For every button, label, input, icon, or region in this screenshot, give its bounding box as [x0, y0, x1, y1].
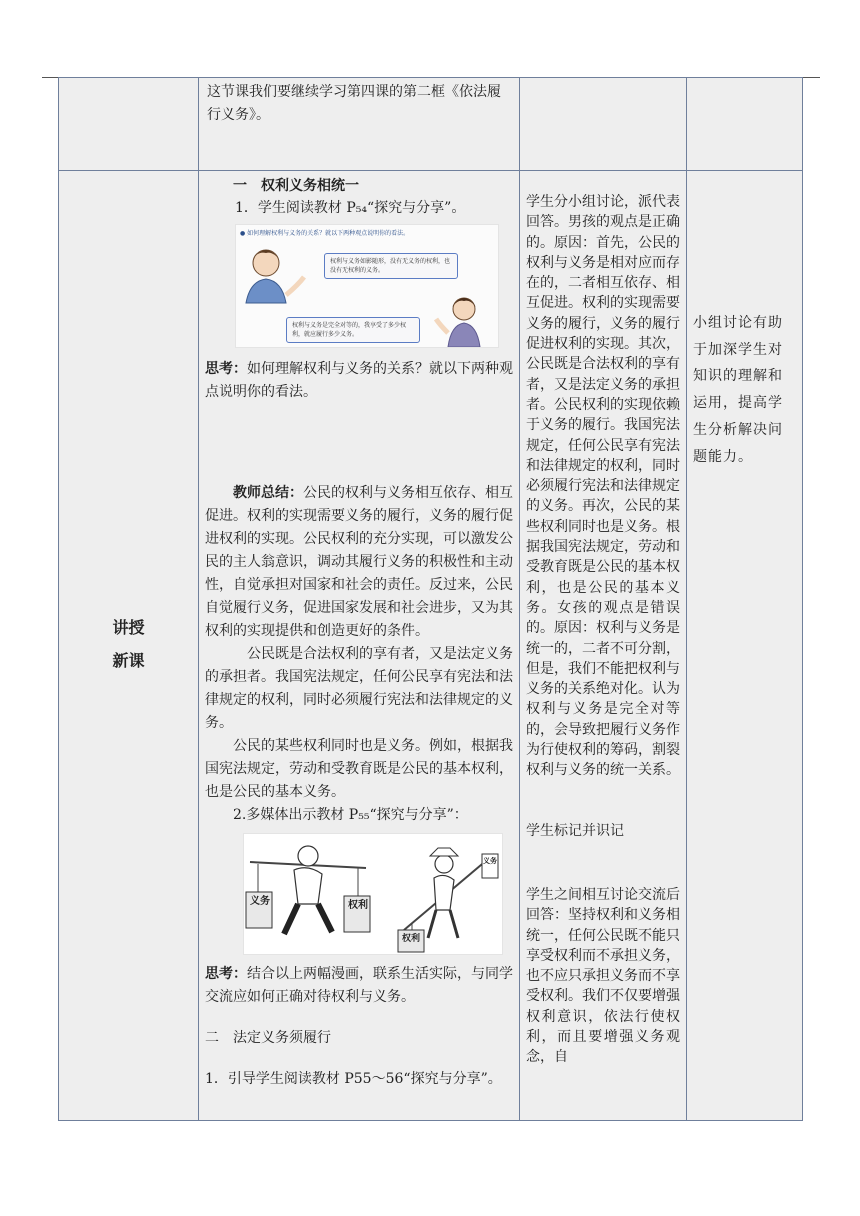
boy-speech-bubble: 权利与义务如影随形，没有无义务的权利，也没有无权利的义务。: [324, 253, 458, 279]
table-row: [59, 171, 803, 1121]
student-cell: [520, 171, 687, 1121]
textbook-illustration-1: [235, 224, 499, 348]
section-title: 二 法定义务须履行: [205, 1030, 331, 1046]
bag-label: 权利: [401, 934, 420, 944]
lesson-plan-table: [58, 77, 803, 1121]
student-answer-1: 学生分小组讨论，派代表回答。男孩的观点是正确的。原因：首先，公民的权利与义务是相对应而存在的，二者相互依存、相互促进。权利的实现需要义务的履行，义务的履行促进权利的实现。其次，公民既是合法权利的享有者，又是法定义务的承担者。公民权利的实现依赖于义务的履行。我国宪法规定，任何公民享有宪法和法律规定的权利，同时必须履行宪法和法律规定的义务。再次，公民的某些权利同时也是义务。根据我国宪法规定，劳动和受教育既是公民的基本权利，也是公民的基本义务。女孩的观点是错误的。原因：权利与义务是统一的，二者不可分割，但是，我们不能把权利与义务的关系绝对化。认为权利与义务是完全对等的，会导致把履行义务作为行使权利的筹码，割裂权利与义务的统一关系。: [526, 194, 680, 779]
student-answer-2: 学生标记并识记: [526, 822, 624, 839]
bag-label: 义务: [250, 896, 270, 907]
content-cell: [199, 78, 520, 171]
step-text: 1．引导学生阅读教材 P55～56“探究与分享”。: [205, 1071, 502, 1087]
table-row: [59, 78, 803, 171]
intent-cell: [687, 78, 803, 171]
bag-label: 权利: [348, 900, 368, 911]
content-cell: [199, 171, 520, 1121]
intro-text: 这节课我们要继续学习第四课的第二框《依法履行义务》。: [207, 84, 501, 123]
step-text: 1．学生阅读教材 P₅₄“探究与分享”。: [235, 200, 466, 216]
student-answer-3: 学生之间相互讨论交流后回答：坚持权利和义务相统一，任何公民既不能只享受权利而不承担义务，也不应只承担义务而不享受权利。我们不仅要增强权利意识，依法行使权利，而且要增强义务观念，自: [526, 886, 680, 1066]
design-intent: 小组讨论有助于加深学生对知识的理解和运用，提高学生分析解决问题能力。: [693, 315, 783, 465]
student-cell: [520, 78, 687, 171]
intent-cell: [687, 171, 803, 1121]
paragraph-2: 公民既是合法权利的享有者，又是法定义务的承担者。我国宪法规定，任何公民享有宪法和法律规定的权利，同时必须履行宪法和法律规定的义务。: [205, 646, 513, 731]
section-title: 一 权利义务相统一: [233, 178, 359, 194]
bag-label: 义务: [483, 856, 497, 865]
stage-label: 讲授 新课: [112, 618, 145, 670]
girl-speech-bubble: 权利与义务是完全对等的，我享受了多少权利，就应履行多少义务。: [286, 317, 420, 343]
paragraph-3: 公民的某些权利同时也是义务。例如，根据我国宪法规定，劳动和受教育既是公民的基本权利，也是公民的基本义务。: [205, 738, 513, 800]
textbook-illustration-2: [243, 833, 503, 955]
step-text: 2.多媒体出示教材 P₅₅“探究与分享”：: [233, 807, 468, 823]
cartoon-carrying-pole: [244, 834, 502, 954]
teacher-summary: 教师总结：公民的权利与义务相互依存、相互促进。权利的实现需要义务的履行，义务的履行促进权利的实现。公民权利的充分实现，可以激发公民的主人翁意识，调动其履行义务的积极性和主动性，自觉承担对国家和社会的责任。反过来，公民自觉履行义务，促进国家发展和社会进步，又为其权利的实现提供和创造更好的条件。: [205, 485, 513, 639]
stage-cell: [59, 78, 199, 171]
figure-question: ● 如何理解权利与义务的关系？就以下两种观点说明你的看法。: [240, 230, 410, 237]
think-question-1: 思考：如何理解权利与义务的关系？就以下两种观点说明你的看法。: [205, 361, 513, 400]
think-question-2: 思考：结合以上两幅漫画，联系生活实际，与同学交流应如何正确对待权利与义务。: [205, 966, 513, 1005]
stage-cell: [59, 171, 199, 1121]
